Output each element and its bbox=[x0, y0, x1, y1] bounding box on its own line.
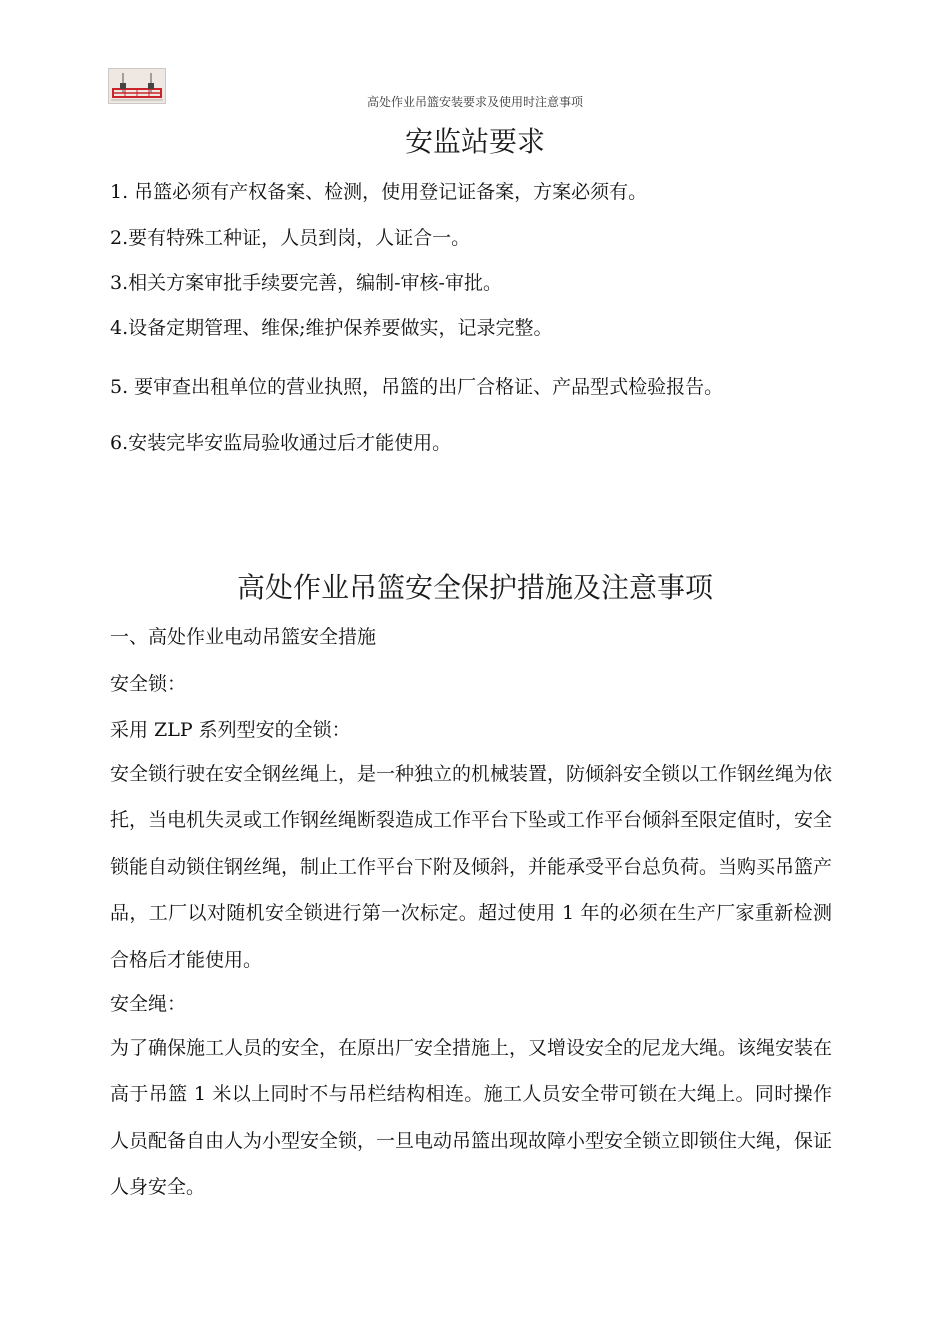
requirement-item: 5. 要审查出租单位的营业执照，吊篮的出厂合格证、产品型式检验报告。 bbox=[110, 376, 724, 398]
requirement-item: 6.安装完毕安监局验收通过后才能使用。 bbox=[110, 432, 452, 454]
subheading: 一、高处作业电动吊篮安全措施 bbox=[110, 626, 377, 648]
requirement-item: 3.相关方案审批手续要完善，编制-审核-审批。 bbox=[110, 272, 502, 294]
running-header: 高处作业吊篮安装要求及使用时注意事项 bbox=[366, 95, 583, 109]
section-title: 安监站要求 bbox=[404, 125, 545, 158]
lock-subheading: 采用 ZLP 系列型安的全锁： bbox=[110, 719, 351, 741]
requirement-item: 1. 吊篮必须有产权备案、检测，使用登记证备案，方案必须有。 bbox=[110, 181, 648, 203]
lock-paragraph: 安全锁行驶在安全钢丝绳上，是一种独立的机械装置，防倾斜安全锁以工作钢丝绳为依托，当电机失灵或工作钢丝绳断裂造成工作平台下坠或工作平台倾斜至限定值时，安全锁能自动锁住钢丝绳，制止工作平台下附及倾斜，并能承受平台总负荷。当购买吊篮产品，工厂以对随机安全锁进行第一次标定。超过使用 1 年的必须在生产厂家重新检测合格后才能使用。 bbox=[110, 763, 833, 971]
rope-paragraph: 为了确保施工人员的安全，在原出厂安全措施上，又增设安全的尼龙大绳。该绳安装在高于吊篮 1 米以上同时不与吊栏结构相连。施工人员安全带可锁在大绳上。同时操作人员配备自由人为小型安全锁，一旦电动吊篮出现故障小型安全锁立即锁住大绳，保证人身安全。 bbox=[110, 1037, 833, 1199]
lock-heading: 安全锁： bbox=[110, 673, 187, 695]
requirement-item: 2.要有特殊工种证，人员到岗，人证合一。 bbox=[110, 227, 471, 249]
rope-heading: 安全绳： bbox=[110, 993, 187, 1015]
requirement-item: 4.设备定期管理、维保;维护保养要做实，记录完整。 bbox=[110, 317, 553, 339]
section-title: 高处作业吊篮安全保护措施及注意事项 bbox=[236, 571, 713, 604]
